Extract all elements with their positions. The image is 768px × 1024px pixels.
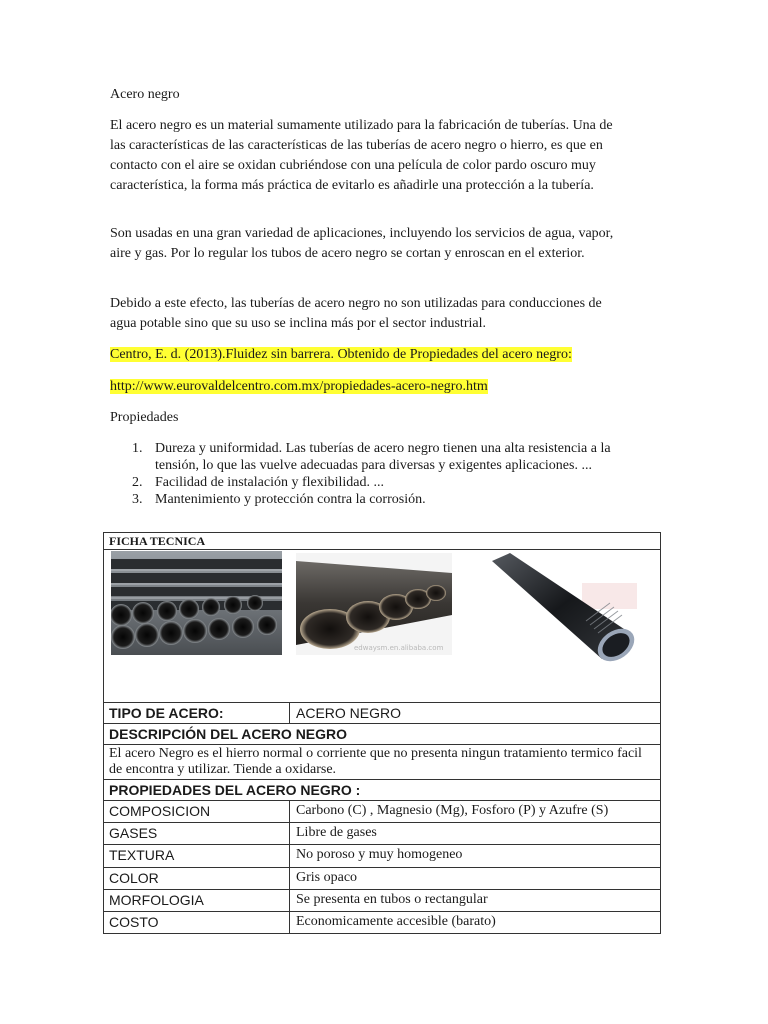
divider — [289, 912, 290, 933]
pipe-stack-photo — [111, 551, 282, 655]
doc-title: Acero negro — [110, 87, 180, 102]
table-row — [104, 867, 660, 889]
paragraph-2: Son usadas en una gran variedad de aplicaciones, incluyendo los servicios de agua, vapor, aire y gas. Por lo regular los tubos de acero negro se cortan y enroscan en el exterior. — [110, 226, 614, 261]
list-item — [110, 440, 650, 474]
divider — [289, 703, 290, 723]
divider — [639, 549, 659, 550]
tipo-row — [104, 702, 660, 723]
desc-text: El acero Negro es el hierro normal o corriente que no presenta ningun tratamiento termico facil de encontra y utilizar. Tiende a oxidarse. — [109, 746, 642, 777]
props-list — [110, 440, 650, 508]
row-value: Libre de gases — [296, 825, 377, 840]
row-label: COMPOSICION — [109, 803, 211, 819]
divider — [289, 801, 290, 822]
row-label: MORFOLOGIA — [109, 892, 204, 908]
divider — [282, 549, 296, 550]
table-row — [104, 889, 660, 911]
ficha-props-heading: PROPIEDADES DEL ACERO NEGRO : — [109, 782, 361, 798]
list-item — [110, 491, 650, 508]
technical-sheet-table — [103, 532, 661, 934]
divider — [289, 890, 290, 911]
divider — [452, 549, 482, 550]
desc-heading-row — [104, 723, 660, 744]
table-row — [104, 800, 660, 822]
divider — [289, 868, 290, 889]
row-value: Economicamente accesible (barato) — [296, 914, 496, 929]
paragraph-3: Debido a este efecto, las tuberías de acero negro no son utilizadas para conducciones de agua potable sino que su uso se inclina más por el sector industrial. — [110, 296, 602, 331]
desc-heading: DESCRIPCIÓN DEL ACERO NEGRO — [109, 726, 348, 742]
row-value: Carbono (C) , Magnesio (Mg), Fosforo (P) y Azufre (S) — [296, 803, 609, 818]
tipo-value: ACERO NEGRO — [296, 705, 402, 721]
props-heading: Propiedades — [110, 410, 179, 425]
list-text: Dureza y uniformidad. Las tuberías de acero negro tienen una alta resistencia a la tensión, lo que las vuelve adecuadas para diversas y exigentes aplicaciones. ... — [155, 441, 611, 473]
list-number: 2. — [132, 475, 143, 490]
row-value: Gris opaco — [296, 870, 358, 885]
row-value: No poroso y muy homogeneo — [296, 847, 463, 862]
row-label: COSTO — [109, 914, 159, 930]
desc-row — [104, 744, 660, 779]
paragraph-1: El acero negro es un material sumamente utilizado para la fabricación de tuberías. Una de las características de las características de las tuberías de acero negro o hierro, es que en contacto con el aire se oxidan cubriéndose con una película de color pardo oscuro muy característica, la forma más práctica de evitarlo es añadirle una protección a la tubería. — [110, 118, 613, 193]
citation-text: Centro, E. d. (2013).Fluidez sin barrera. Obtenido de Propiedades del acero negro: — [110, 347, 572, 362]
table-row — [104, 911, 660, 933]
row-value: Se presenta en tubos o rectangular — [296, 892, 488, 907]
list-text: Mantenimiento y protección contra la corrosión. — [155, 492, 426, 507]
tipo-label: TIPO DE ACERO: — [109, 705, 224, 721]
row-label: COLOR — [109, 870, 159, 886]
divider — [289, 823, 290, 844]
table-row — [104, 822, 660, 844]
citation — [110, 345, 630, 365]
list-item — [110, 474, 650, 491]
props-heading-row — [104, 779, 660, 800]
table-row — [104, 844, 660, 867]
single-pipe-photo — [482, 553, 639, 671]
url-line[interactable] — [110, 377, 630, 397]
list-text: Facilidad de instalación y flexibilidad. ... — [155, 475, 384, 490]
photo-watermark: edwaysm.en.alibaba.com — [354, 644, 444, 652]
list-number: 3. — [132, 492, 143, 507]
ficha-header: FICHA TECNICA — [104, 533, 660, 550]
pipe-row-photo — [296, 553, 452, 655]
divider — [289, 845, 290, 867]
list-number: 1. — [132, 441, 143, 456]
row-label: TEXTURA — [109, 847, 175, 863]
row-label: GASES — [109, 825, 158, 841]
source-url[interactable]: http://www.eurovaldelcentro.com.mx/propiedades-acero-negro.htm — [110, 379, 488, 394]
